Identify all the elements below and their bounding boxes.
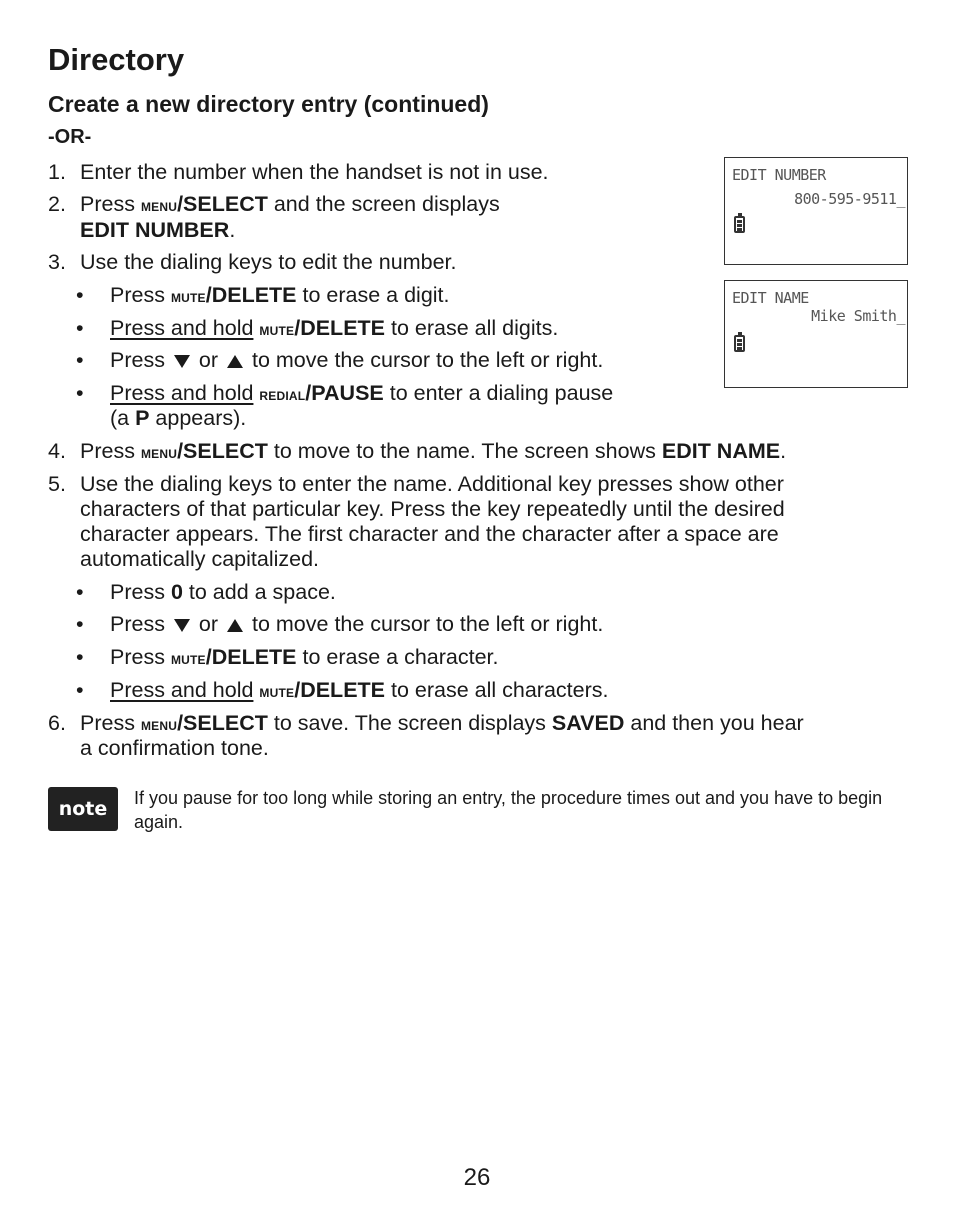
step-text: Press <box>80 192 141 216</box>
step-text: Press <box>80 711 141 735</box>
bullet: • <box>76 612 84 636</box>
step-3-bullet-1 <box>110 283 450 309</box>
battery-icon <box>734 216 745 233</box>
step-text: Press <box>110 612 171 636</box>
key-name: mute <box>170 287 206 306</box>
step-number: 5. <box>48 472 66 496</box>
step-text: (a <box>110 406 136 430</box>
key-name: menu <box>140 715 178 734</box>
section-heading: Create a new directory entry (continued) <box>48 91 489 117</box>
lcd-label: EDIT NUMBER <box>732 166 826 184</box>
punctuation: . <box>229 218 236 242</box>
step-2-line2 <box>80 218 235 243</box>
key-name: /PAUSE <box>305 381 384 405</box>
key-name: mute <box>259 682 295 701</box>
step-text: to move the cursor to the left or right. <box>246 348 604 372</box>
step-text: Press <box>110 580 171 604</box>
page-number: 26 <box>463 1164 491 1191</box>
step-text: to add a space. <box>182 580 336 604</box>
lcd-value: 800-595-9511_ <box>794 190 905 208</box>
key-name: menu <box>140 196 178 215</box>
screen-name: EDIT NUMBER <box>80 218 230 242</box>
step-5-bullet-1 <box>110 580 336 605</box>
up-arrow-icon <box>227 355 243 368</box>
step-5-line: automatically capitalized. <box>80 547 320 571</box>
key-name: /DELETE <box>294 678 386 702</box>
bullet: • <box>76 381 84 405</box>
punctuation: . <box>780 439 787 463</box>
up-arrow-icon <box>227 619 243 632</box>
step-text: Press <box>110 348 171 372</box>
step-text: Press <box>110 645 171 669</box>
step-number: 6. <box>48 711 66 735</box>
step-3-bullet-3 <box>110 348 603 373</box>
step-5-line: Use the dialing keys to enter the name. Additional key presses show other <box>80 472 784 496</box>
bullet: • <box>76 283 84 307</box>
key-name: 0 <box>170 580 183 604</box>
step-text: or <box>192 348 225 372</box>
key-name: menu <box>140 443 178 462</box>
down-arrow-icon <box>174 355 190 368</box>
step-number: 2. <box>48 192 66 216</box>
lcd-label: EDIT NAME <box>732 289 809 307</box>
key-name: /SELECT <box>177 439 268 463</box>
step-text: or <box>192 612 225 636</box>
step-text: and then you hear <box>624 711 804 735</box>
step-number: 1. <box>48 160 66 184</box>
step-3-bullet-2 <box>110 316 558 342</box>
note-badge: note <box>48 787 118 831</box>
step-text: to save. The screen displays <box>267 711 552 735</box>
step-text: to enter a dialing pause <box>383 381 614 405</box>
page-title: Directory <box>48 42 185 77</box>
step-5-bullet-4 <box>110 678 608 704</box>
bullet: • <box>76 316 84 340</box>
step-text: Press and hold <box>110 381 254 405</box>
battery-icon <box>734 335 745 352</box>
step-text: to move to the name. The screen shows <box>267 439 662 463</box>
key-name: /DELETE <box>205 645 297 669</box>
pause-char: P <box>135 406 150 430</box>
step-text: Press and hold <box>110 316 254 340</box>
or-label: -OR- <box>48 126 92 148</box>
step-text: and the screen displays <box>267 192 500 216</box>
step-text: to erase a digit. <box>296 283 450 307</box>
key-name: /SELECT <box>177 711 268 735</box>
step-5-line: character appears. The first character and the character after a space are <box>80 522 779 546</box>
step-3-bullet-4-line2 <box>110 406 246 431</box>
step-text: appears). <box>149 406 247 430</box>
bullet: • <box>76 348 84 372</box>
step-text: Press <box>110 283 171 307</box>
bullet: • <box>76 645 84 669</box>
step-5-line: characters of that particular key. Press the key repeatedly until the desired <box>80 497 785 521</box>
key-name: /SELECT <box>177 192 268 216</box>
bullet: • <box>76 678 84 702</box>
step-6-line2: a confirmation tone. <box>80 736 269 760</box>
step-3-text: Use the dialing keys to edit the number. <box>80 250 457 274</box>
step-text: to erase a character. <box>296 645 499 669</box>
note-text: If you pause for too long while storing an entry, the procedure times out and you have to begin again. <box>134 788 883 832</box>
lcd-screen-edit-number <box>724 157 908 265</box>
step-number: 4. <box>48 439 66 463</box>
bullet: • <box>76 580 84 604</box>
lcd-value: Mike Smith_ <box>811 307 905 325</box>
key-name: mute <box>170 649 206 668</box>
screen-name: EDIT NAME <box>661 439 781 463</box>
step-text: Press and hold <box>110 678 254 702</box>
key-name: redial <box>259 385 306 404</box>
step-4-text <box>80 439 786 465</box>
step-text: Press <box>80 439 141 463</box>
step-5-bullet-3 <box>110 645 499 671</box>
lcd-screen-edit-name <box>724 280 908 388</box>
step-1-text: Enter the number when the handset is not in use. <box>80 160 549 184</box>
key-name: mute <box>259 320 295 339</box>
key-name: /DELETE <box>205 283 297 307</box>
screen-name: SAVED <box>551 711 625 735</box>
step-5-bullet-2 <box>110 612 603 637</box>
step-number: 3. <box>48 250 66 274</box>
step-6-text <box>80 711 804 737</box>
step-text: to move the cursor to the left or right. <box>246 612 604 636</box>
key-name: /DELETE <box>294 316 386 340</box>
step-text: to erase all digits. <box>385 316 559 340</box>
step-2-text <box>80 192 500 218</box>
step-3-bullet-4 <box>110 381 613 407</box>
step-text: to erase all characters. <box>385 678 609 702</box>
down-arrow-icon <box>174 619 190 632</box>
